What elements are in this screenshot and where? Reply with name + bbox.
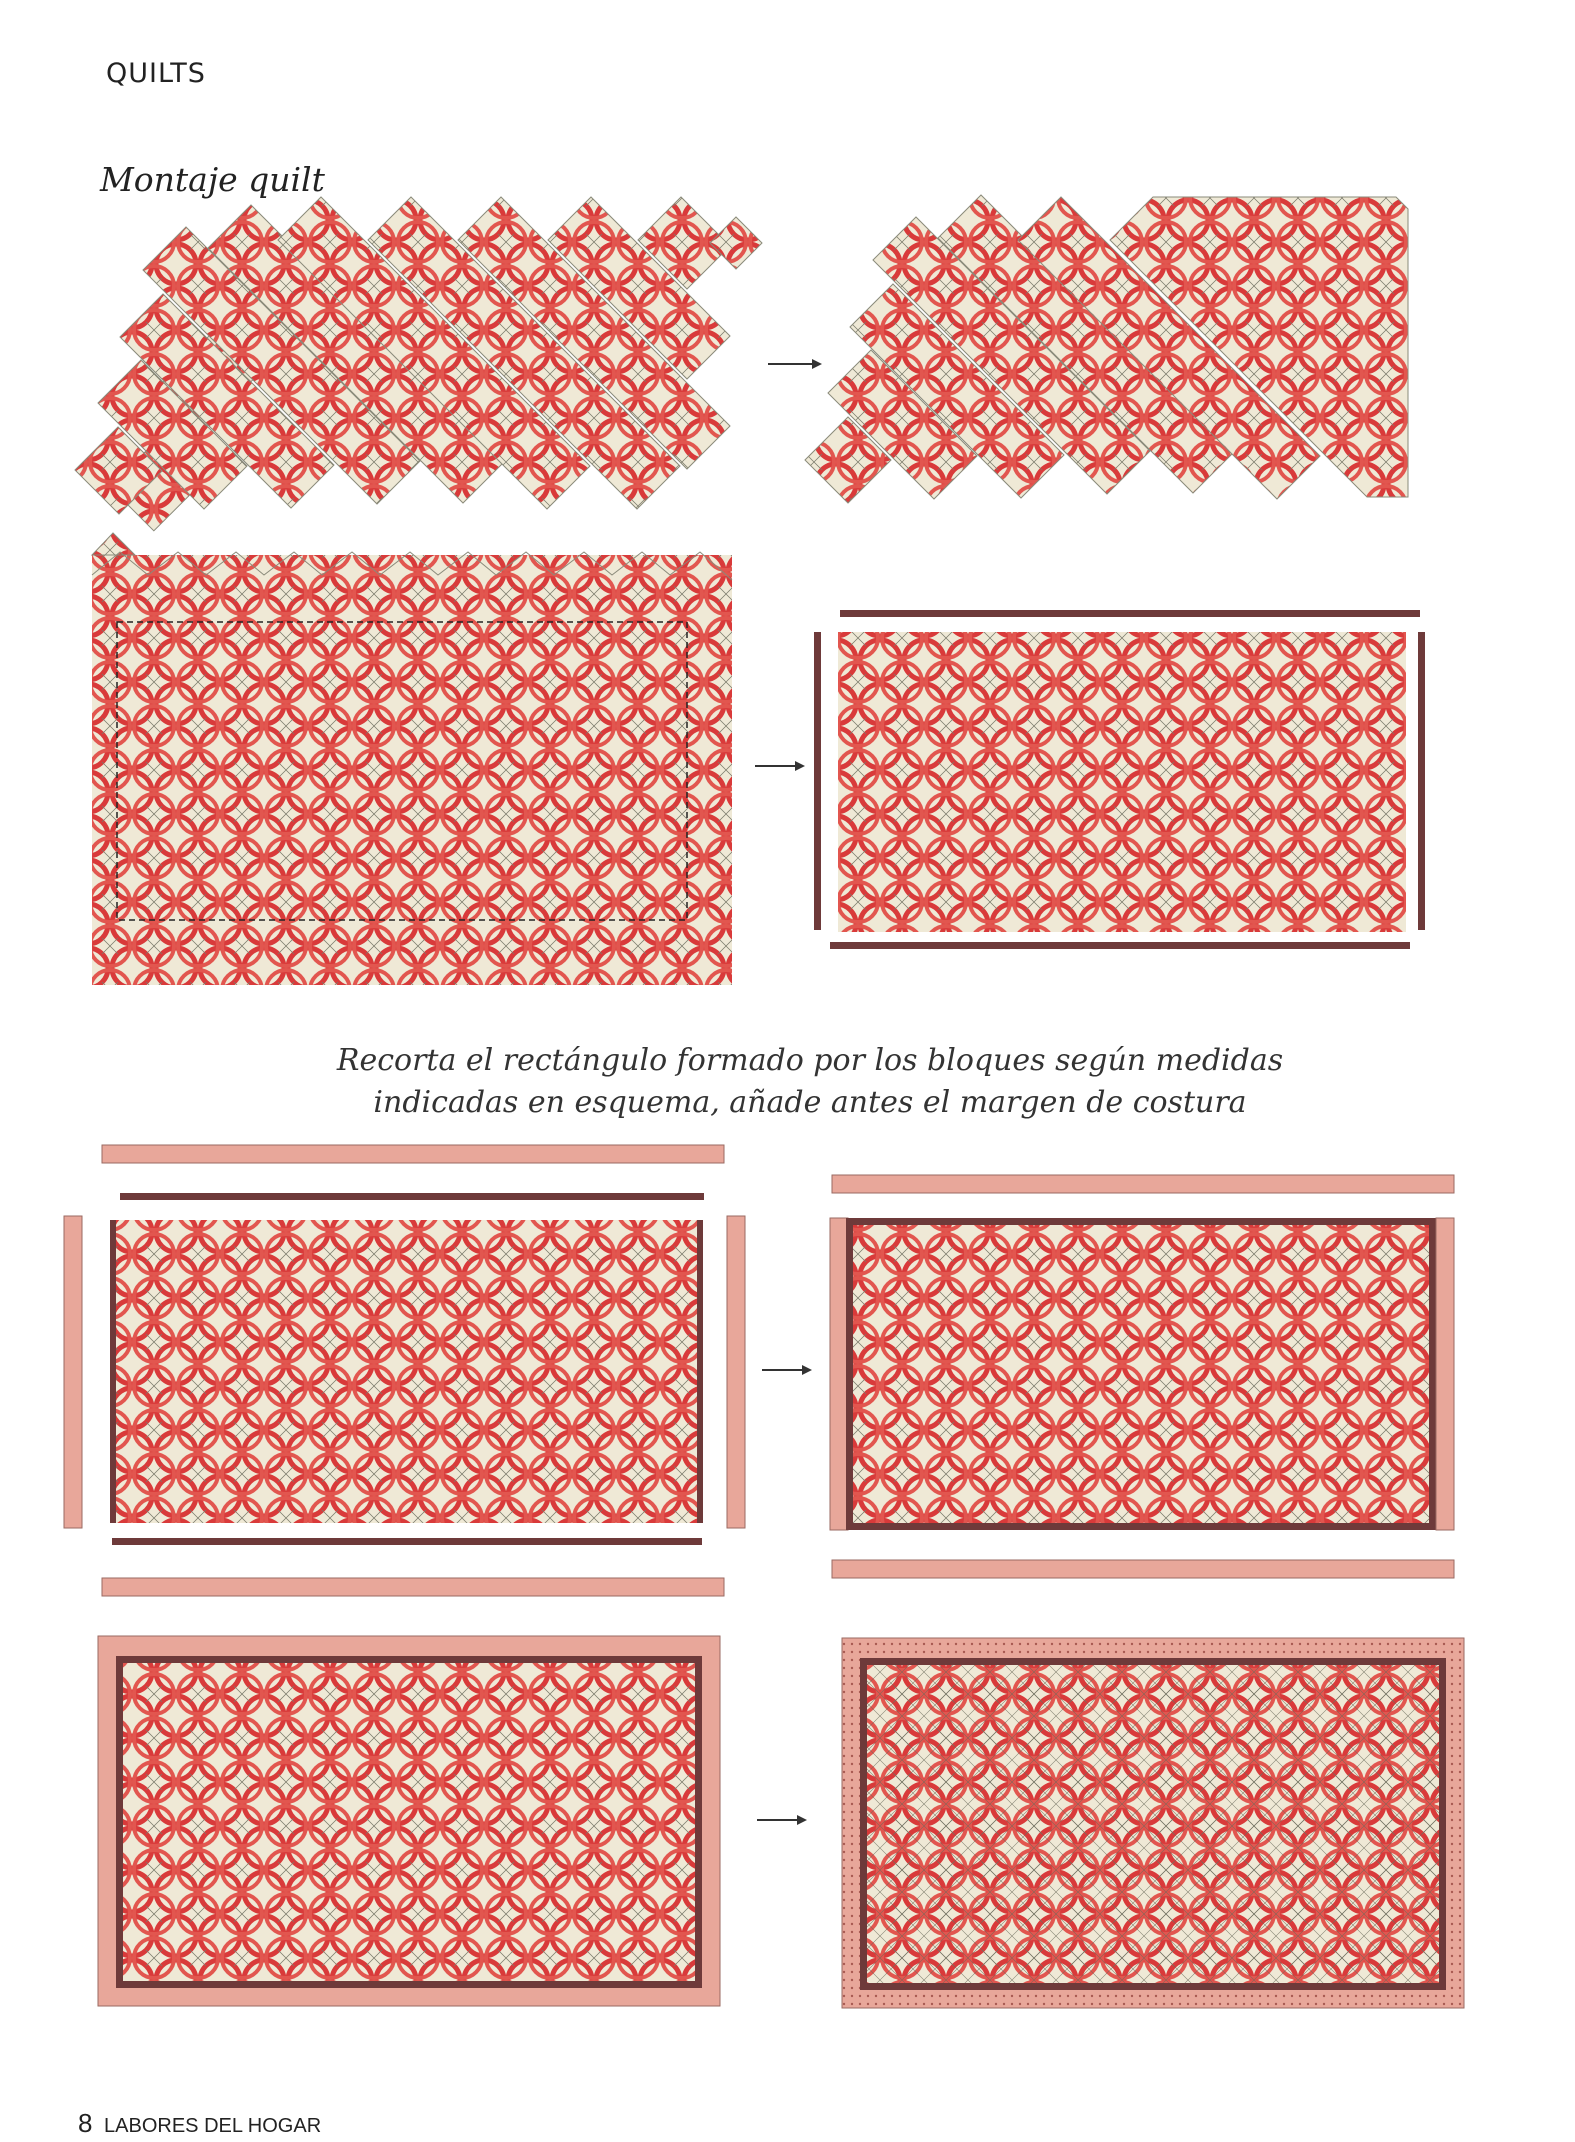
step-finished-quilt bbox=[842, 1638, 1464, 2008]
quilt-center bbox=[853, 1225, 1429, 1523]
step-diagonal-rows-separate bbox=[75, 197, 762, 531]
trimmed-quilt-top bbox=[838, 632, 1406, 932]
arrow-2 bbox=[755, 761, 805, 771]
magazine-name: LABORES DEL HOGAR bbox=[104, 2115, 322, 2137]
step-add-outer-borders bbox=[64, 1145, 745, 1596]
arrow-3 bbox=[762, 1365, 812, 1375]
step-add-inner-borders bbox=[814, 610, 1425, 949]
step-trim-rectangle bbox=[92, 533, 732, 985]
dark-border-left bbox=[814, 632, 821, 930]
arrow-1 bbox=[768, 359, 822, 369]
dark-border-right bbox=[1418, 632, 1425, 930]
step-all-borders-sewn bbox=[98, 1636, 720, 2006]
quilt-with-dark-sides bbox=[112, 1220, 702, 1523]
quilt-center bbox=[123, 1663, 695, 1981]
dark-border-left bbox=[110, 1220, 116, 1523]
pink-border-top bbox=[102, 1145, 724, 1163]
pink-border-top bbox=[832, 1175, 1454, 1193]
diagonal-strip bbox=[710, 217, 762, 269]
quilting-lines bbox=[867, 1665, 1439, 1983]
strip-set-left bbox=[75, 197, 762, 514]
step-diagonal-rows-joining bbox=[805, 195, 1408, 503]
pink-border-bottom bbox=[102, 1578, 724, 1596]
pink-border-left bbox=[830, 1218, 848, 1530]
pink-border-right bbox=[1436, 1218, 1454, 1530]
dark-border-top bbox=[120, 1193, 704, 1200]
dark-border-right bbox=[697, 1220, 703, 1523]
dark-border-bottom bbox=[112, 1538, 702, 1545]
caption-line-1: Recorta el rectángulo formado por los bloques según medidas bbox=[336, 1043, 1284, 1078]
step-borders-attached bbox=[830, 1175, 1454, 1578]
figure-title: Montaje quilt bbox=[100, 160, 325, 199]
section-label: QUILTS bbox=[106, 58, 206, 89]
dark-border-top bbox=[840, 610, 1420, 617]
dark-border-bottom bbox=[830, 942, 1410, 949]
pink-border-left bbox=[64, 1216, 82, 1528]
arrow-4 bbox=[757, 1815, 807, 1825]
pink-border-right bbox=[727, 1216, 745, 1528]
pink-border-bottom bbox=[832, 1560, 1454, 1578]
caption-line-2: indicadas en esquema, añade antes el margen de costura bbox=[373, 1085, 1247, 1120]
page-number: 8 bbox=[78, 2108, 93, 2138]
